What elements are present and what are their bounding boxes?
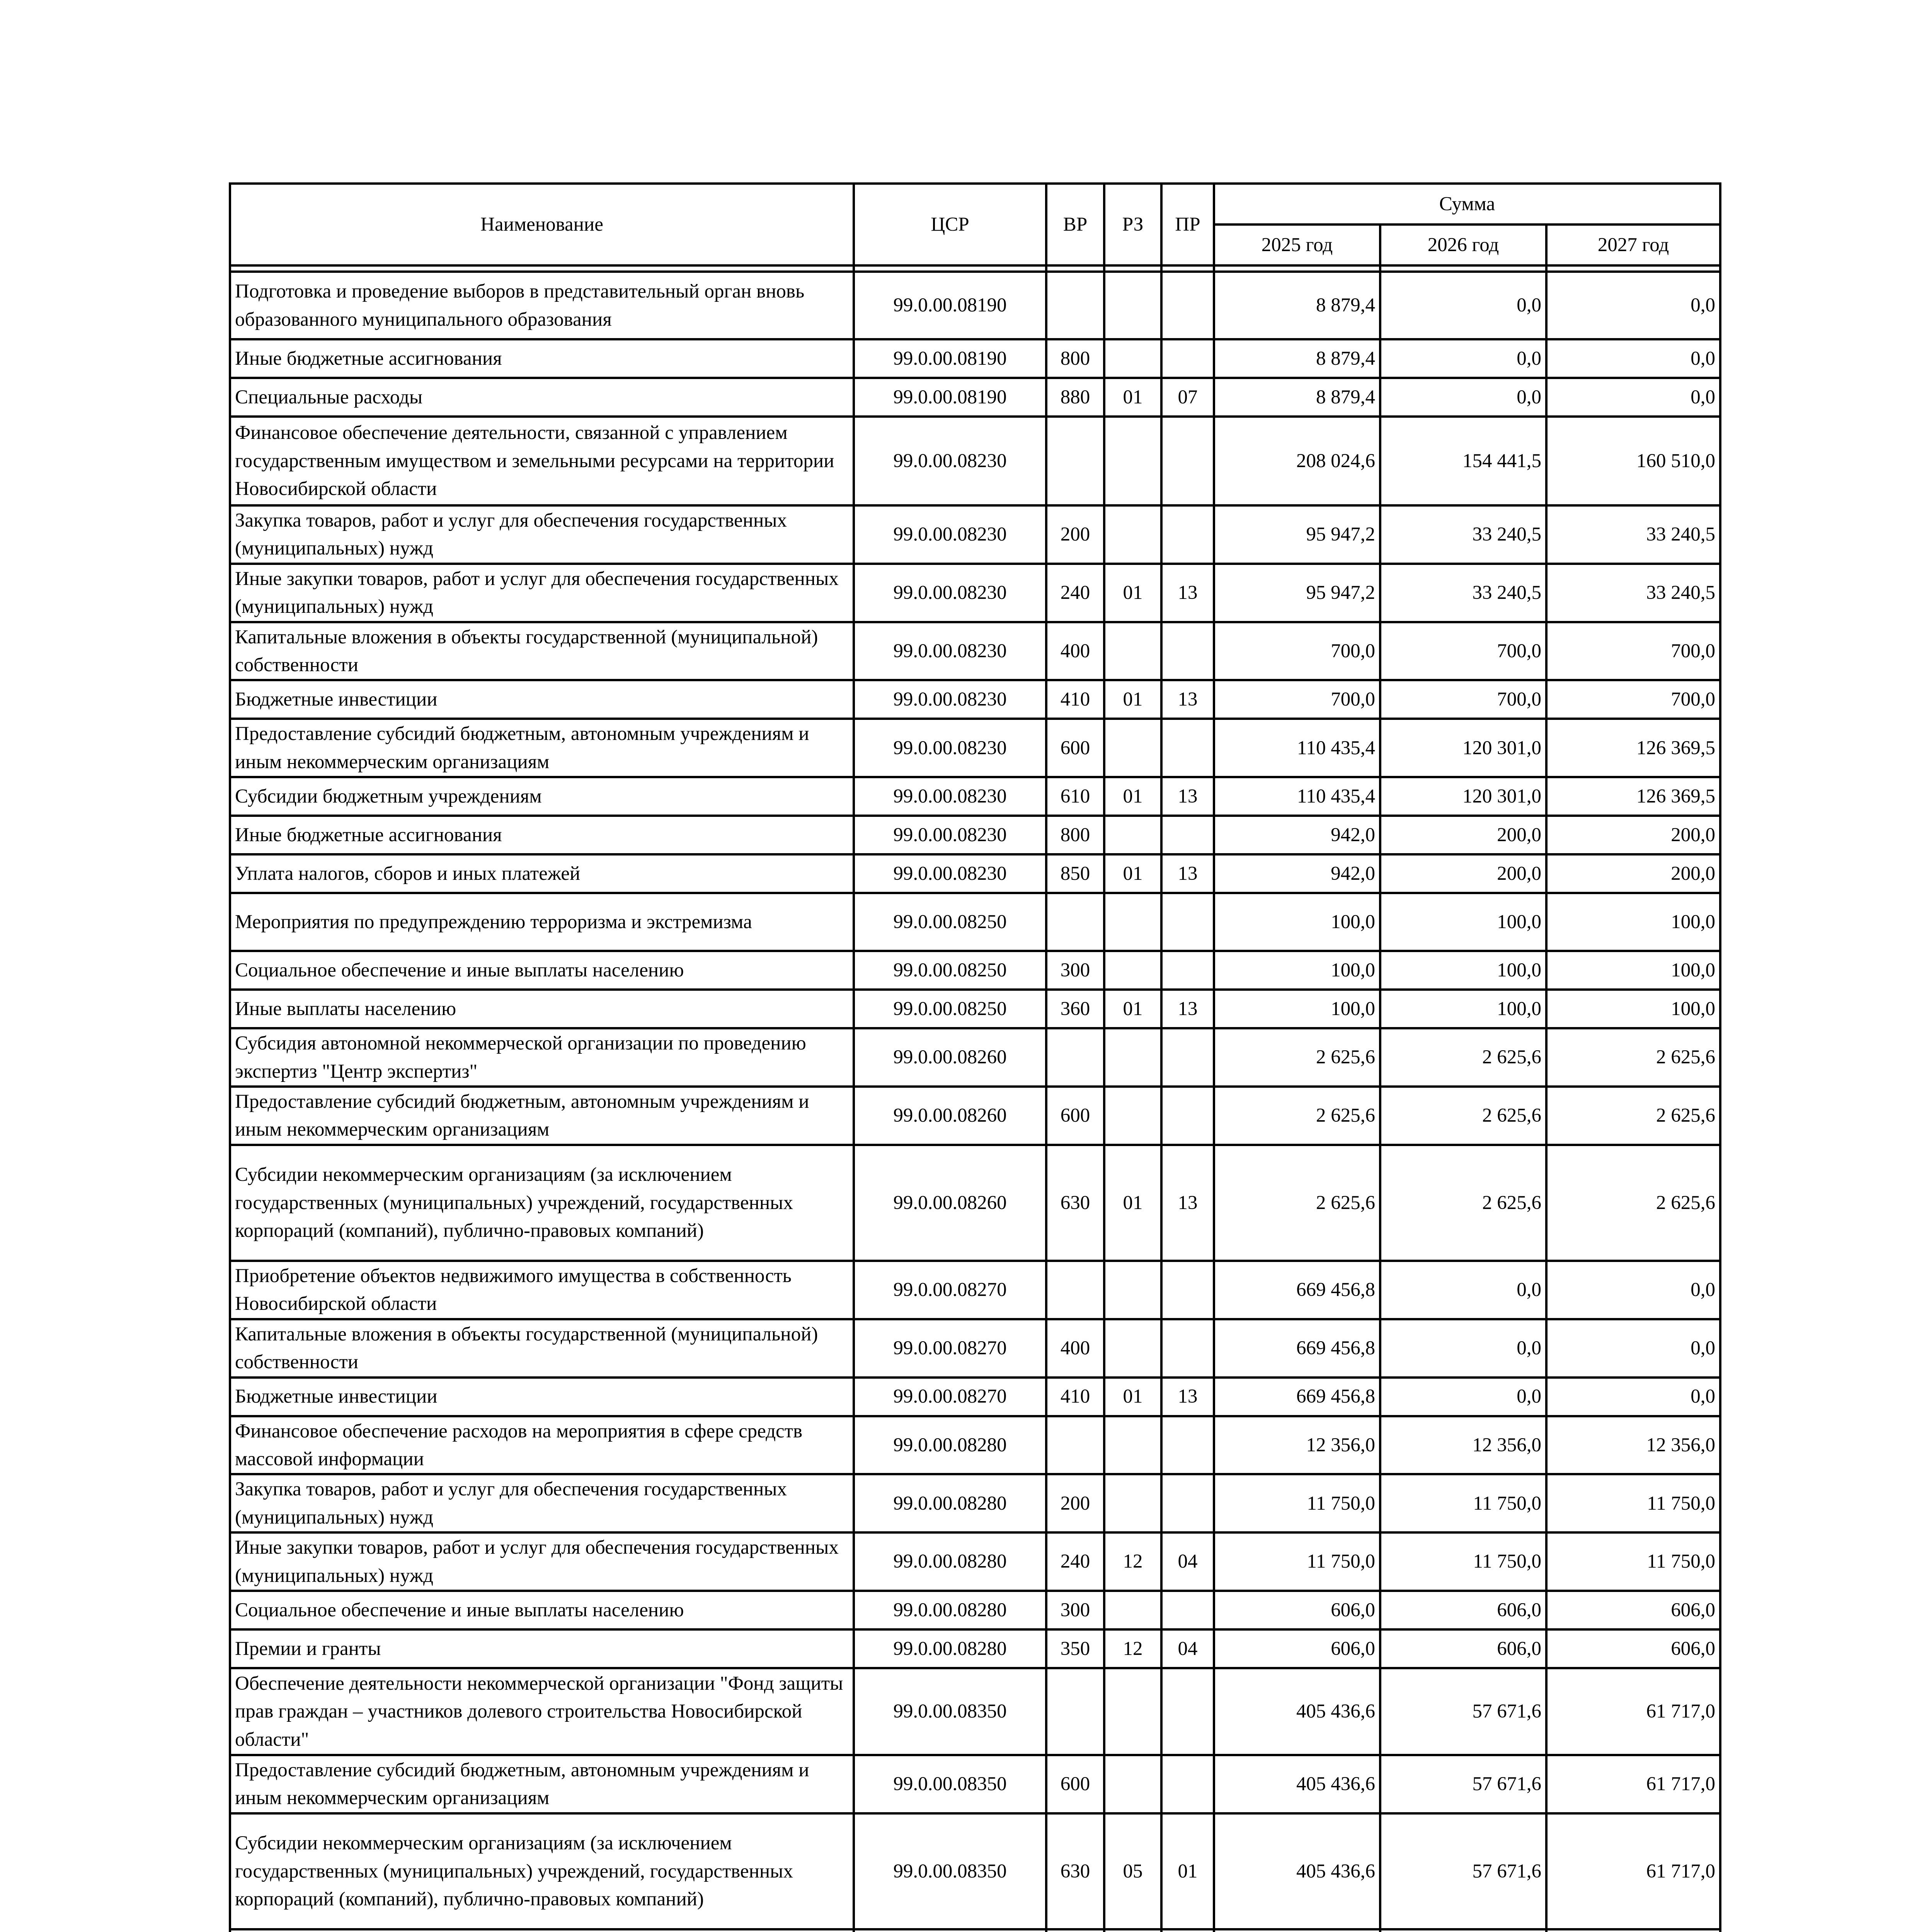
cell-name: Финансовое обеспечение деятельности, связанной с управлением государственным имуществом и земельными ресурсами на территории Новосибирской области <box>230 417 854 505</box>
cell-2026: 0,0 <box>1380 378 1546 417</box>
cell-vr: 630 <box>1046 1813 1104 1929</box>
cell-csr: 99.0.00.08260 <box>854 1028 1046 1087</box>
cell-2025: 100,0 <box>1214 990 1380 1028</box>
cell-2026: 606,0 <box>1380 1591 1546 1629</box>
table-row <box>230 1929 1720 1932</box>
cell-2027: 0,0 <box>1546 378 1720 417</box>
cell-2025: 95 947,2 <box>1214 505 1380 564</box>
cell-vr: 300 <box>1046 1591 1104 1629</box>
table-row <box>230 378 1720 417</box>
cell-vr: 410 <box>1046 680 1104 719</box>
cell-vr <box>1046 893 1104 951</box>
table-row <box>230 622 1720 680</box>
table-row <box>230 990 1720 1028</box>
cell-vr <box>1046 417 1104 505</box>
cell-csr <box>854 1929 1046 1932</box>
cell-csr: 99.0.00.08280 <box>854 1591 1046 1629</box>
cell-pr <box>1161 622 1214 680</box>
cell-csr: 99.0.00.08270 <box>854 1261 1046 1319</box>
cell-2025: 606,0 <box>1214 1629 1380 1668</box>
cell-pr <box>1161 1591 1214 1629</box>
cell-rz <box>1104 1591 1161 1629</box>
cell-rz: 01 <box>1104 1145 1161 1261</box>
table-row <box>230 1145 1720 1261</box>
table-body <box>230 272 1720 1932</box>
cell-pr <box>1161 1261 1214 1319</box>
cell-csr: 99.0.00.08350 <box>854 1668 1046 1755</box>
cell-name: Предоставление субсидий бюджетным, автономным учреждениям и иным некоммерческим организациям <box>230 1755 854 1813</box>
cell-2026: 100,0 <box>1380 951 1546 990</box>
cell-name: Закупка товаров, работ и услуг для обеспечения государственных (муниципальных) нужд <box>230 505 854 564</box>
cell-2025: 8 879,4 <box>1214 272 1380 339</box>
cell-name <box>230 1929 854 1932</box>
cell-2026: 11 750,0 <box>1380 1532 1546 1591</box>
cell-rz: 01 <box>1104 378 1161 417</box>
cell-pr <box>1161 1668 1214 1755</box>
cell-name: Иные бюджетные ассигнования <box>230 339 854 378</box>
cell-name: Субсидии бюджетным учреждениям <box>230 777 854 816</box>
cell-name: Иные закупки товаров, работ и услуг для обеспечения государственных (муниципальных) нужд <box>230 1532 854 1591</box>
cell-csr: 99.0.00.08260 <box>854 1087 1046 1145</box>
cell-2025: 2 625,6 <box>1214 1028 1380 1087</box>
cell-name: Капитальные вложения в объекты государственной (муниципальной) собственности <box>230 1319 854 1378</box>
cell-vr: 800 <box>1046 816 1104 854</box>
cell-pr <box>1161 1319 1214 1378</box>
cell-csr: 99.0.00.08280 <box>854 1416 1046 1475</box>
cell-2025: 110 435,4 <box>1214 777 1380 816</box>
header-pr: ПР <box>1161 184 1214 265</box>
cell-csr: 99.0.00.08270 <box>854 1319 1046 1378</box>
cell-2027: 700,0 <box>1546 680 1720 719</box>
cell-2026: 0,0 <box>1380 1261 1546 1319</box>
cell-vr: 300 <box>1046 951 1104 990</box>
cell-2025: 100,0 <box>1214 893 1380 951</box>
cell-name: Предоставление субсидий бюджетным, автономным учреждениям и иным некоммерческим организациям <box>230 1087 854 1145</box>
header-sum: Сумма <box>1214 184 1720 224</box>
cell-vr: 410 <box>1046 1378 1104 1416</box>
cell-vr: 200 <box>1046 1474 1104 1532</box>
header-spacer <box>230 265 1720 272</box>
cell-2025: 110 435,4 <box>1214 719 1380 777</box>
cell-2027: 606,0 <box>1546 1629 1720 1668</box>
cell-2027: 200,0 <box>1546 816 1720 854</box>
cell-rz: 01 <box>1104 680 1161 719</box>
cell-rz: 12 <box>1104 1532 1161 1591</box>
cell-rz: 01 <box>1104 1378 1161 1416</box>
cell-2025: 2 625,6 <box>1214 1145 1380 1261</box>
cell-2026: 57 671,6 <box>1380 1668 1546 1755</box>
cell-csr: 99.0.00.08230 <box>854 719 1046 777</box>
header-csr: ЦСР <box>854 184 1046 265</box>
cell-pr <box>1161 1474 1214 1532</box>
cell-pr: 13 <box>1161 854 1214 893</box>
cell-vr <box>1046 1929 1104 1932</box>
cell-2027: 61 717,0 <box>1546 1813 1720 1929</box>
cell-pr <box>1161 893 1214 951</box>
cell-2026: 700,0 <box>1380 680 1546 719</box>
cell-name: Социальное обеспечение и иные выплаты населению <box>230 951 854 990</box>
header-2026: 2026 год <box>1380 224 1546 265</box>
cell-2026: 2 625,6 <box>1380 1145 1546 1261</box>
cell-2027: 11 750,0 <box>1546 1532 1720 1591</box>
cell-2026: 2 625,6 <box>1380 1028 1546 1087</box>
table-row <box>230 1755 1720 1813</box>
cell-vr: 610 <box>1046 777 1104 816</box>
table-row <box>230 719 1720 777</box>
cell-vr <box>1046 1416 1104 1475</box>
table-row <box>230 680 1720 719</box>
cell-pr: 13 <box>1161 1378 1214 1416</box>
cell-vr <box>1046 1668 1104 1755</box>
cell-name: Иные бюджетные ассигнования <box>230 816 854 854</box>
cell-vr: 880 <box>1046 378 1104 417</box>
table-row <box>230 339 1720 378</box>
cell-csr: 99.0.00.08190 <box>854 272 1046 339</box>
cell-pr: 04 <box>1161 1532 1214 1591</box>
cell-name: Закупка товаров, работ и услуг для обеспечения государственных (муниципальных) нужд <box>230 1474 854 1532</box>
cell-2026: 154 441,5 <box>1380 417 1546 505</box>
cell-vr: 600 <box>1046 719 1104 777</box>
cell-2026: 33 240,5 <box>1380 564 1546 622</box>
cell-2027: 2 625,6 <box>1546 1028 1720 1087</box>
cell-vr: 240 <box>1046 564 1104 622</box>
cell-rz <box>1104 1755 1161 1813</box>
cell-csr: 99.0.00.08190 <box>854 378 1046 417</box>
cell-name: Премии и гранты <box>230 1629 854 1668</box>
cell-2027: 12 356,0 <box>1546 1416 1720 1475</box>
cell-2025 <box>1214 1929 1380 1932</box>
table-row <box>230 417 1720 505</box>
table-row <box>230 1319 1720 1378</box>
cell-2027: 100,0 <box>1546 951 1720 990</box>
cell-2025: 405 436,6 <box>1214 1813 1380 1929</box>
cell-2027: 33 240,5 <box>1546 564 1720 622</box>
cell-pr <box>1161 505 1214 564</box>
cell-2027: 0,0 <box>1546 1261 1720 1319</box>
cell-pr <box>1161 339 1214 378</box>
cell-2027: 100,0 <box>1546 893 1720 951</box>
cell-csr: 99.0.00.08230 <box>854 854 1046 893</box>
cell-vr: 240 <box>1046 1532 1104 1591</box>
cell-2027: 100,0 <box>1546 990 1720 1028</box>
cell-2026: 57 671,6 <box>1380 1813 1546 1929</box>
table-row <box>230 1087 1720 1145</box>
cell-2025: 669 456,8 <box>1214 1319 1380 1378</box>
cell-2027: 0,0 <box>1546 1378 1720 1416</box>
cell-2026: 57 671,6 <box>1380 1755 1546 1813</box>
cell-pr <box>1161 1929 1214 1932</box>
cell-2025: 405 436,6 <box>1214 1668 1380 1755</box>
table-row <box>230 951 1720 990</box>
cell-2025: 208 024,6 <box>1214 417 1380 505</box>
cell-pr: 04 <box>1161 1629 1214 1668</box>
cell-name: Подготовка и проведение выборов в представительный орган вновь образованного муниципального образования <box>230 272 854 339</box>
cell-rz <box>1104 1087 1161 1145</box>
cell-vr: 400 <box>1046 622 1104 680</box>
header-vr: ВР <box>1046 184 1104 265</box>
cell-pr: 01 <box>1161 1813 1214 1929</box>
cell-rz <box>1104 1319 1161 1378</box>
cell-2026: 2 625,6 <box>1380 1087 1546 1145</box>
cell-2027: 0,0 <box>1546 1319 1720 1378</box>
cell-pr: 07 <box>1161 378 1214 417</box>
cell-2025: 8 879,4 <box>1214 378 1380 417</box>
cell-2025: 942,0 <box>1214 816 1380 854</box>
table-row <box>230 1474 1720 1532</box>
table-row <box>230 272 1720 339</box>
cell-vr <box>1046 272 1104 339</box>
table-row <box>230 1028 1720 1087</box>
cell-name: Субсидии некоммерческим организациям (за исключением государственных (муниципальных) учреждений, государственных корпораций (компаний), публично-правовых компаний) <box>230 1813 854 1929</box>
cell-2025: 95 947,2 <box>1214 564 1380 622</box>
cell-pr: 13 <box>1161 990 1214 1028</box>
cell-2027: 126 369,5 <box>1546 719 1720 777</box>
cell-rz: 05 <box>1104 1813 1161 1929</box>
cell-csr: 99.0.00.08260 <box>854 1145 1046 1261</box>
cell-csr: 99.0.00.08350 <box>854 1755 1046 1813</box>
cell-2026: 200,0 <box>1380 854 1546 893</box>
table-row <box>230 1591 1720 1629</box>
cell-2027: 0,0 <box>1546 339 1720 378</box>
cell-name: Мероприятия по предупреждению терроризма и экстремизма <box>230 893 854 951</box>
cell-pr: 13 <box>1161 680 1214 719</box>
cell-2027: 11 750,0 <box>1546 1474 1720 1532</box>
cell-name: Специальные расходы <box>230 378 854 417</box>
cell-2026: 0,0 <box>1380 272 1546 339</box>
cell-csr: 99.0.00.08190 <box>854 339 1046 378</box>
cell-2026: 100,0 <box>1380 893 1546 951</box>
table-row <box>230 816 1720 854</box>
cell-rz <box>1104 339 1161 378</box>
cell-pr <box>1161 417 1214 505</box>
cell-rz <box>1104 1668 1161 1755</box>
cell-2026: 0,0 <box>1380 1378 1546 1416</box>
cell-name: Бюджетные инвестиции <box>230 1378 854 1416</box>
cell-rz: 01 <box>1104 990 1161 1028</box>
cell-2027: 700,0 <box>1546 622 1720 680</box>
cell-pr <box>1161 1416 1214 1475</box>
cell-2026: 12 356,0 <box>1380 1416 1546 1475</box>
cell-2026: 606,0 <box>1380 1629 1546 1668</box>
cell-pr <box>1161 1087 1214 1145</box>
cell-2025: 700,0 <box>1214 680 1380 719</box>
cell-pr <box>1161 719 1214 777</box>
cell-2025: 405 436,6 <box>1214 1755 1380 1813</box>
cell-rz: 01 <box>1104 854 1161 893</box>
cell-vr: 600 <box>1046 1087 1104 1145</box>
header-2027: 2027 год <box>1546 224 1720 265</box>
cell-name: Финансовое обеспечение расходов на мероприятия в сфере средств массовой информации <box>230 1416 854 1475</box>
cell-2026 <box>1380 1929 1546 1932</box>
cell-2025: 700,0 <box>1214 622 1380 680</box>
cell-2026: 0,0 <box>1380 339 1546 378</box>
cell-csr: 99.0.00.08230 <box>854 777 1046 816</box>
cell-pr <box>1161 816 1214 854</box>
cell-rz <box>1104 417 1161 505</box>
cell-vr <box>1046 1261 1104 1319</box>
cell-2025: 2 625,6 <box>1214 1087 1380 1145</box>
cell-2025: 669 456,8 <box>1214 1261 1380 1319</box>
cell-2025: 942,0 <box>1214 854 1380 893</box>
cell-csr: 99.0.00.08280 <box>854 1474 1046 1532</box>
cell-pr: 13 <box>1161 564 1214 622</box>
table-row <box>230 1416 1720 1475</box>
cell-pr <box>1161 272 1214 339</box>
cell-vr: 850 <box>1046 854 1104 893</box>
cell-2026: 200,0 <box>1380 816 1546 854</box>
table-row <box>230 1629 1720 1668</box>
cell-rz <box>1104 1416 1161 1475</box>
cell-name: Субсидии некоммерческим организациям (за исключением государственных (муниципальных) учреждений, государственных корпораций (компаний), публично-правовых компаний) <box>230 1145 854 1261</box>
cell-csr: 99.0.00.08350 <box>854 1813 1046 1929</box>
cell-name: Иные закупки товаров, работ и услуг для обеспечения государственных (муниципальных) нужд <box>230 564 854 622</box>
table-row <box>230 893 1720 951</box>
cell-csr: 99.0.00.08230 <box>854 680 1046 719</box>
cell-pr <box>1161 951 1214 990</box>
table-header <box>230 184 1720 272</box>
cell-name: Предоставление субсидий бюджетным, автономным учреждениям и иным некоммерческим организациям <box>230 719 854 777</box>
cell-csr: 99.0.00.08230 <box>854 417 1046 505</box>
cell-vr: 600 <box>1046 1755 1104 1813</box>
cell-2025: 11 750,0 <box>1214 1532 1380 1591</box>
table-row <box>230 1813 1720 1929</box>
cell-rz <box>1104 893 1161 951</box>
cell-pr <box>1161 1028 1214 1087</box>
cell-2026: 0,0 <box>1380 1319 1546 1378</box>
cell-vr: 200 <box>1046 505 1104 564</box>
cell-2025: 8 879,4 <box>1214 339 1380 378</box>
header-2025: 2025 год <box>1214 224 1380 265</box>
cell-name: Уплата налогов, сборов и иных платежей <box>230 854 854 893</box>
cell-vr: 360 <box>1046 990 1104 1028</box>
cell-csr: 99.0.00.08230 <box>854 622 1046 680</box>
cell-csr: 99.0.00.08250 <box>854 990 1046 1028</box>
cell-2026: 120 301,0 <box>1380 719 1546 777</box>
cell-vr: 630 <box>1046 1145 1104 1261</box>
cell-csr: 99.0.00.08230 <box>854 564 1046 622</box>
table-row <box>230 1532 1720 1591</box>
budget-table <box>229 182 1721 1932</box>
cell-2026: 120 301,0 <box>1380 777 1546 816</box>
cell-vr: 400 <box>1046 1319 1104 1378</box>
cell-rz <box>1104 1261 1161 1319</box>
cell-2025: 11 750,0 <box>1214 1474 1380 1532</box>
cell-2027: 61 717,0 <box>1546 1755 1720 1813</box>
cell-2027: 2 625,6 <box>1546 1145 1720 1261</box>
table-row <box>230 854 1720 893</box>
cell-rz: 12 <box>1104 1629 1161 1668</box>
cell-rz <box>1104 951 1161 990</box>
cell-2027: 200,0 <box>1546 854 1720 893</box>
table-row <box>230 1378 1720 1416</box>
cell-csr: 99.0.00.08250 <box>854 893 1046 951</box>
cell-rz <box>1104 1028 1161 1087</box>
cell-rz: 01 <box>1104 777 1161 816</box>
header-rz: РЗ <box>1104 184 1161 265</box>
cell-csr: 99.0.00.08250 <box>854 951 1046 990</box>
cell-2025: 12 356,0 <box>1214 1416 1380 1475</box>
cell-rz <box>1104 1474 1161 1532</box>
cell-rz <box>1104 1929 1161 1932</box>
cell-rz <box>1104 816 1161 854</box>
cell-csr: 99.0.00.08280 <box>854 1629 1046 1668</box>
cell-name: Субсидия автономной некоммерческой организации по проведению экспертиз "Центр экспертиз" <box>230 1028 854 1087</box>
cell-2025: 606,0 <box>1214 1591 1380 1629</box>
header-name: Наименование <box>230 184 854 265</box>
cell-rz <box>1104 622 1161 680</box>
cell-2025: 100,0 <box>1214 951 1380 990</box>
cell-2027: 126 369,5 <box>1546 777 1720 816</box>
cell-2026: 33 240,5 <box>1380 505 1546 564</box>
cell-rz <box>1104 505 1161 564</box>
cell-vr <box>1046 1028 1104 1087</box>
table-row <box>230 505 1720 564</box>
cell-2027: 33 240,5 <box>1546 505 1720 564</box>
table-row <box>230 777 1720 816</box>
cell-csr: 99.0.00.08230 <box>854 816 1046 854</box>
cell-2026: 700,0 <box>1380 622 1546 680</box>
cell-name: Социальное обеспечение и иные выплаты населению <box>230 1591 854 1629</box>
cell-csr: 99.0.00.08280 <box>854 1532 1046 1591</box>
cell-2027: 61 717,0 <box>1546 1668 1720 1755</box>
cell-2027 <box>1546 1929 1720 1932</box>
cell-2026: 11 750,0 <box>1380 1474 1546 1532</box>
cell-2027: 2 625,6 <box>1546 1087 1720 1145</box>
cell-2027: 606,0 <box>1546 1591 1720 1629</box>
cell-name: Бюджетные инвестиции <box>230 680 854 719</box>
table-row <box>230 1261 1720 1319</box>
cell-pr <box>1161 1755 1214 1813</box>
cell-rz <box>1104 272 1161 339</box>
cell-pr: 13 <box>1161 777 1214 816</box>
cell-2027: 160 510,0 <box>1546 417 1720 505</box>
cell-vr: 350 <box>1046 1629 1104 1668</box>
cell-csr: 99.0.00.08270 <box>854 1378 1046 1416</box>
cell-rz <box>1104 719 1161 777</box>
cell-vr: 800 <box>1046 339 1104 378</box>
table-row <box>230 564 1720 622</box>
cell-pr: 13 <box>1161 1145 1214 1261</box>
cell-name: Обеспечение деятельности некоммерческой организации "Фонд защиты прав граждан – участников долевого строительства Новосибирской области" <box>230 1668 854 1755</box>
cell-name: Приобретение объектов недвижимого имущества в собственность Новосибирской области <box>230 1261 854 1319</box>
cell-rz: 01 <box>1104 564 1161 622</box>
cell-2025: 669 456,8 <box>1214 1378 1380 1416</box>
cell-csr: 99.0.00.08230 <box>854 505 1046 564</box>
table-row <box>230 1668 1720 1755</box>
cell-2027: 0,0 <box>1546 272 1720 339</box>
cell-name: Капитальные вложения в объекты государственной (муниципальной) собственности <box>230 622 854 680</box>
cell-name: Иные выплаты населению <box>230 990 854 1028</box>
cell-2026: 100,0 <box>1380 990 1546 1028</box>
